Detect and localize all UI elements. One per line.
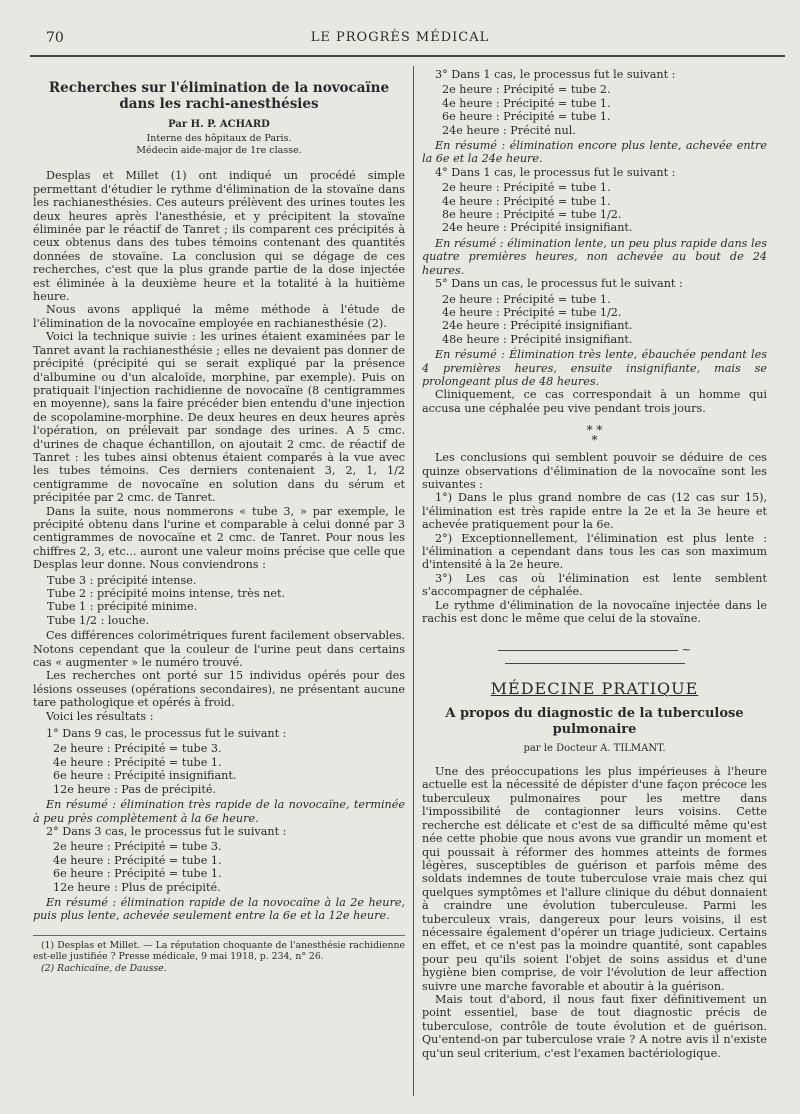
paragraph: Le rythme d'élimination de la novocaïne injectée dans le rachis est donc le même que celui de la stovaïne. <box>422 598 767 626</box>
case-summary: En résumé : élimination très rapide de la novocaïne, terminée à peu près complètement à la 6e heure. <box>33 798 405 825</box>
footnote: (1) Desplas et Millet. — La réputation choquante de l'anesthésie rachidienne est-elle justifiée ? Presse médicale, 9 mai 1918, p. 234, n° 26. <box>33 939 405 963</box>
paragraph: Dans la suite, nous nommerons « tube 3, » par exemple, le précipité obtenu dans l'urine et comparable à celui donné par 3 centigrammes de novocaïne et 2 cmc. de Tanret. Pour nous les chiffres 2, 3, etc... auront une valeur moins précise que celle que Desplas leur donne. Nous conviendrons : <box>33 504 405 572</box>
conclusion-item: 2°) Exceptionnellement, l'élimination est plus lente : l'élimination a cependant dans tous les cas son maximum d'intensité à la 2e heure. <box>422 531 767 572</box>
case-list <box>53 840 405 894</box>
article-author: par le Docteur A. TILMANT. <box>523 742 666 754</box>
list-item: 24e heure : Précité nul. <box>442 123 576 137</box>
section-ornament: ~ <box>422 643 767 670</box>
tube-list <box>47 574 405 628</box>
right-column <box>422 68 767 1060</box>
author-rank: Médecin aide-major de 1re classe. <box>136 145 302 157</box>
paragraph: Nous avons appliqué la même méthode à l'étude de l'élimination de la novocaïne employée en rachianesthésie (2). <box>33 303 405 330</box>
list-item: 2e heure : Précipité = tube 1. <box>442 292 611 306</box>
list-item: 4e heure : Précipité = tube 1/2. <box>442 305 622 319</box>
case-list <box>442 83 767 137</box>
header-rule <box>30 55 785 57</box>
list-item: Tube 1 : précipité minime. <box>47 600 198 614</box>
paragraph: Les conclusions qui semblent pouvoir se déduire de ces quinze observations d'élimination de la novocaïne sont les suivantes : <box>422 451 767 491</box>
footnote: (2) Rachicaïne, de Dausse. <box>41 962 167 974</box>
paragraph: Les recherches ont porté sur 15 individus opérés pour des lésions osseuses (opérations secondaires), ne présentant aucune tare pathologique et opérés à froid. <box>33 669 405 710</box>
list-item: 6e heure : Précipité = tube 1. <box>53 867 222 881</box>
paragraph: Une des préoccupations les plus impérieuses à l'heure actuelle est la nécessité de dépister d'une façon précoce les tuberculeux pulmonaires pour les mettre dans l'impossibilité de contagionner leurs voisins. Cette recherche est délicate et c'est de sa difficulté même qu'est née cette phobie que nous avons vue grandir un moment et qui poussait à réformer des hommes atteints de formes légères, susceptibles de guérison et parfois même des soldats indemnes de toute tuberculose vraie mais chez qui quelques symptômes et l'allure clinique du début donnaient à craindre une évolution tuberculeuse. Parmi les tuberculeux vrais, dangereux pour leurs voisins, il est nécessaire également d'opérer un triage judicieux. Certains en effet, et ce n'est pas la moindre quantité, sont capables pour peu qu'ils soient l'objet de soins assidus et d'une hygiène bien comprise, de voir l'évolution de leur affection suivre une marche favorable et aboutir à la guérison. <box>422 765 767 993</box>
list-item: 8e heure : Précipité = tube 1/2. <box>442 208 622 222</box>
case-summary: En résumé : élimination lente, un peu plus rapide dans les quatre premières heures, non achevée au bout de 24 heures. <box>422 236 767 277</box>
footnotes <box>33 935 405 975</box>
paragraph: Ces différences colorimétriques furent facilement observables. Notons cependant que la couleur de l'urine peut dans certains cas « augmenter » le numéro trouvé. <box>33 629 405 670</box>
case-summary: En résumé : Élimination très lente, ébauchée pendant les 4 premières heures, ensuite insignifiante, mais se prolongeant plus de 48 heures. <box>422 348 767 388</box>
list-item: 4e heure : Précipité = tube 1. <box>53 755 222 769</box>
list-item: 24e heure : Précipité insignifiant. <box>442 319 633 333</box>
paragraph: Mais tout d'abord, il nous faut fixer définitivement un point essentiel, base de tout diagnostic précis de tuberculose, contrôle de toute évolution et de guérison. Qu'entend-on par tuberculose vraie ? A notre avis il n'existe qu'un seul criterium, c'est l'examen bactériologique. <box>422 992 767 1060</box>
article-author: Par H. P. ACHARD <box>168 119 270 130</box>
case-list <box>442 293 767 347</box>
conclusion-item: 1°) Dans le plus grand nombre de cas (12 cas sur 15), l'élimination est très rapide entre la 2e et la 3e heure et achevée pratiquement pour la 6e. <box>422 491 767 532</box>
list-item: 4e heure : Précipité = tube 1. <box>53 853 222 867</box>
list-item: 48e heure : Précipité insignifiant. <box>442 332 633 346</box>
list-item: 12e heure : Plus de précipité. <box>53 880 221 894</box>
case-heading: 4° Dans 1 cas, le processus fut le suivant : <box>435 165 676 179</box>
page-header <box>0 30 800 50</box>
case-list <box>442 181 767 235</box>
list-item: Tube 3 : précipité intense. <box>47 573 197 587</box>
author-affiliation: Interne des hôpitaux de Paris. <box>146 133 292 145</box>
conclusion-item: 3°) Les cas où l'élimination est lente semblent s'accompagner de céphalée. <box>422 571 767 599</box>
list-item: 2e heure : Précipité = tube 2. <box>442 83 611 97</box>
case-list <box>53 742 405 796</box>
case-summary: En résumé : élimination rapide de la novocaïne à la 2e heure, puis plus lente, achevée seulement entre la 6e et la 12e heure. <box>33 895 405 923</box>
list-item: 2e heure : Précipité = tube 1. <box>442 181 611 195</box>
page-number: 70 <box>46 30 64 46</box>
list-item: 6e heure : Précipité = tube 1. <box>442 110 611 124</box>
column-divider <box>413 66 414 1096</box>
article-title: A propos du diagnostic de la tuberculose pulmonaire <box>445 705 744 737</box>
section-rubric: MÉDECINE PRATIQUE <box>490 679 699 699</box>
case-heading: 1° Dans 9 cas, le processus fut le suivant : <box>46 727 287 741</box>
section-asterisks: * * * <box>586 423 603 448</box>
case-heading: 3° Dans 1 cas, le processus fut le suivant : <box>435 68 676 81</box>
list-item: Tube 1/2 : louche. <box>47 613 150 627</box>
list-item: 12e heure : Pas de précipité. <box>53 782 217 796</box>
list-item: 24e heure : Précipité insignifiant. <box>442 221 633 235</box>
list-item: 2e heure : Précipité = tube 3. <box>53 840 222 854</box>
case-heading: 5° Dans un cas, le processus fut le suivant : <box>435 277 683 291</box>
list-item: 4e heure : Précipité = tube 1. <box>442 96 611 110</box>
journal-title: LE PROGRÈS MÉDICAL <box>310 30 490 45</box>
paragraph: Voici la technique suivie : les urines étaient examinées par le Tanret avant la rachianesthésie ; elles ne devaient pas donner de précipité (précipité qui se serait expliqué par la présence d'albumine ou d'un alcaloïde, morphine, par exemple). Puis on pratiquait l'injection rachidienne de novocaïne (8 centigrammes en moyenne), sans la faire précéder bien entendu d'une injection de scopolamine-morphine. De deux heures en deux heures après l'opération, on prélevait par sondage des urines. A 5 cmc. d'urines de chaque échantillon, on ajoutait 2 cmc. de réactif de Tanret : les tubes ainsi obtenus étaient comparés à la vue avec les tubes témoins. Ces derniers contenaient 3, 2, 1, 1/2 centigramme de novocaïne en solution dans du sérum et précipitée par 2 cmc. de Tanret. <box>33 330 405 505</box>
case-summary: En résumé : élimination encore plus lente, achevée entre la 6e et la 24e heure. <box>422 139 767 166</box>
left-column <box>33 80 405 974</box>
paragraph: Cliniquement, ce cas correspondait à un homme qui accusa une céphalée peu vive pendant trois jours. <box>422 388 767 415</box>
list-item: 6e heure : Précipité insignifiant. <box>53 769 237 783</box>
list-item: Tube 2 : précipité moins intense, très net. <box>47 587 286 600</box>
list-item: 4e heure : Précipité = tube 1. <box>442 194 611 208</box>
article-title: Recherches sur l'élimination de la novocaïne dans les rachi-anesthésies <box>48 80 390 112</box>
paragraph: Voici les résultats : <box>46 709 154 723</box>
paragraph: Desplas et Millet (1) ont indiqué un procédé simple permettant d'étudier le rythme d'élimination de la stovaïne dans les rachianesthésies. Ces auteurs prélèvent des urines toutes les deux heures après l'anesthésie, et y précipitent la stovaïne éliminée par le réactif de Tanret ; ils comparent ces précipités à ceux obtenus dans des tubes témoins contenant des quantités données de stovaïne. La conclusion qui se dégage de ces recherches, c'est que la plus grande partie de la dose injectée est éliminée à la deuxième heure et la totalité à la huitième heure. <box>33 169 405 304</box>
case-heading: 2° Dans 3 cas, le processus fut le suivant : <box>46 824 287 838</box>
list-item: 2e heure : Précipité = tube 3. <box>53 742 222 756</box>
